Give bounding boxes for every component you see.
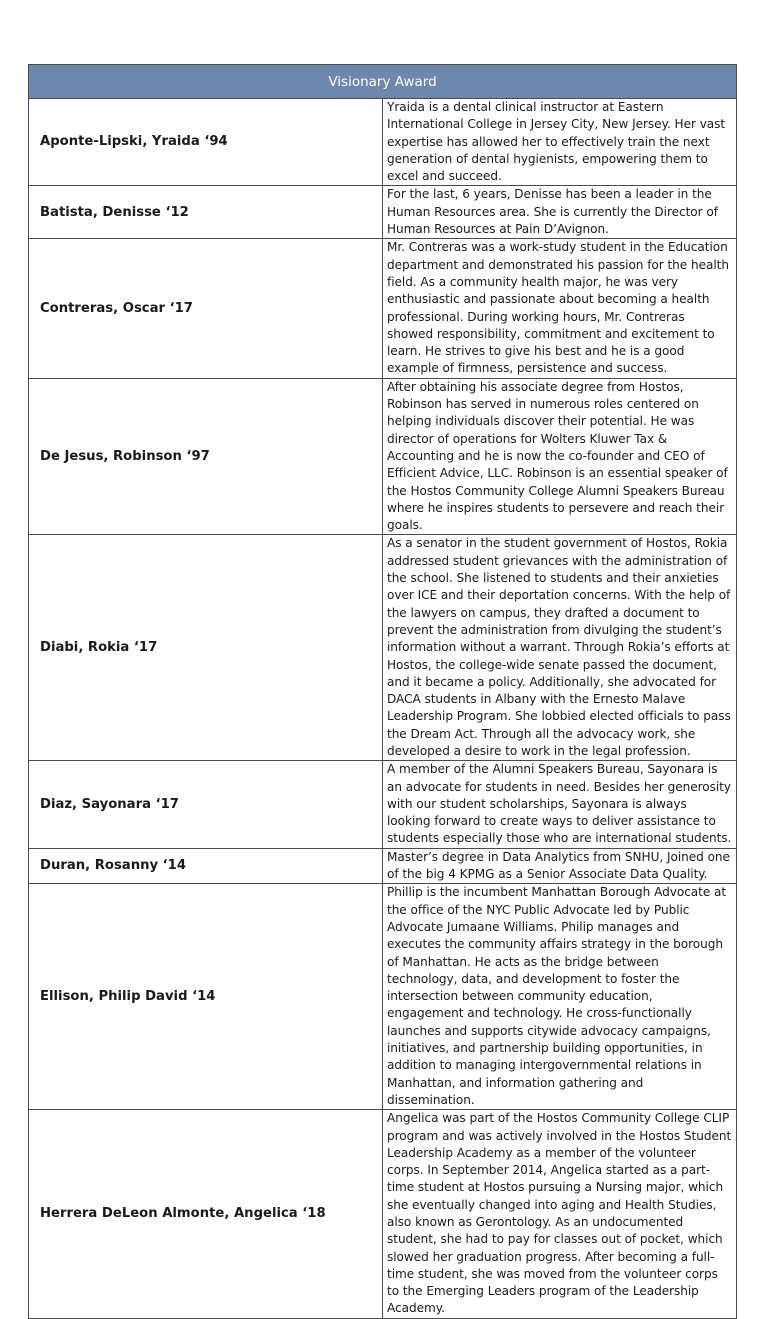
honoree-description: Phillip is the incumbent Manhattan Borough Advocate at the office of the NYC Public Advocate led by Public Advocate Jumaane Williams. Philip manages and executes the community affairs strategy in the borough of Manhattan. He acts as the bridge between technology, data, and development to foster the intersection between community education, engagement and technology. He cross-functionally launches and supports citywide advocacy campaigns, initiatives, and partnership building opportunities, in addition to managing intergovernmental relations in Manhattan, and information gathering and dissemination. <box>383 884 737 1110</box>
visionary-award-table <box>28 64 737 1319</box>
table-row <box>29 186 737 239</box>
table-row <box>29 884 737 1110</box>
honoree-description: Angelica was part of the Hostos Community College CLIP program and was actively involved in the Hostos Student Leadership Academy as a member of the volunteer corps. In September 2014, Angelica started as a part-time student at Hostos pursuing a Nursing major, which she eventually changed into aging and Health Studies, also known as Gerontology. As an undocumented student, she had to pay for classes out of pocket, which slowed her graduation progress. After becoming a full-time student, she was moved from the volunteer corps to the Emerging Leaders program of the Leadership Academy. <box>383 1110 737 1319</box>
honoree-name: De Jesus, Robinson ‘97 <box>29 378 383 535</box>
honoree-name: Batista, Denisse ‘12 <box>29 186 383 239</box>
honoree-name: Diaz, Sayonara ‘17 <box>29 761 383 848</box>
honoree-name: Ellison, Philip David ‘14 <box>29 884 383 1110</box>
table-row <box>29 761 737 848</box>
honoree-description: After obtaining his associate degree from Hostos, Robinson has served in numerous roles centered on helping individuals discover their potential. He was director of operations for Wolters Kluwer Tax & Accounting and he is now the co-founder and CEO of Efficient Advice, LLC. Robinson is an essential speaker of the Hostos Community College Alumni Speakers Bureau where he inspires students to persevere and reach their goals. <box>383 378 737 535</box>
table-row <box>29 1110 737 1319</box>
honoree-description: A member of the Alumni Speakers Bureau, Sayonara is an advocate for students in need. Besides her generosity with our student scholarships, Sayonara is always looking forward to create ways to deliver assistance to students especially those who are international students. <box>383 761 737 848</box>
honoree-description: For the last, 6 years, Denisse has been a leader in the Human Resources area. She is currently the Director of Human Resources at Pain D’Avignon. <box>383 186 737 239</box>
table-row <box>29 239 737 378</box>
table-row <box>29 848 737 884</box>
table-row <box>29 99 737 186</box>
honoree-name: Duran, Rosanny ‘14 <box>29 848 383 884</box>
table-title: Visionary Award <box>29 65 737 99</box>
honoree-description: As a senator in the student government of Hostos, Rokia addressed student grievances with the administration of the school. She listened to students and their anxieties over ICE and their deportation concerns. With the help of the lawyers on campus, they drafted a document to prevent the administration from divulging the student’s information without a warrant. Through Rokia’s efforts at Hostos, the college-wide senate passed the document, and it became a policy. Additionally, she advocated for DACA students in Albany with the Ernesto Malave Leadership Program. She lobbied elected officials to pass the Dream Act. Through all the advocacy work, she developed a desire to work in the legal profession. <box>383 535 737 761</box>
honoree-description: Master’s degree in Data Analytics from SNHU, Joined one of the big 4 KPMG as a Senior Associate Data Quality. <box>383 848 737 884</box>
honoree-name: Contreras, Oscar ‘17 <box>29 239 383 378</box>
honoree-name: Diabi, Rokia ‘17 <box>29 535 383 761</box>
honoree-description: Mr. Contreras was a work-study student in the Education department and demonstrated his passion for the health field. As a community health major, he was very enthusiastic and passionate about becoming a health professional. During working hours, Mr. Contreras showed responsibility, commitment and excitement to learn. He strives to give his best and he is a good example of firmness, persistence and success. <box>383 239 737 378</box>
honoree-name: Aponte-Lipski, Yraida ‘94 <box>29 99 383 186</box>
table-row <box>29 378 737 535</box>
table-header-row <box>29 65 737 99</box>
honoree-name: Herrera DeLeon Almonte, Angelica ‘18 <box>29 1110 383 1319</box>
table-row <box>29 535 737 761</box>
honoree-description: Yraida is a dental clinical instructor at Eastern International College in Jersey City, New Jersey. Her vast expertise has allowed her to effectively train the next generation of dental hygienists, empowering them to excel and succeed. <box>383 99 737 186</box>
